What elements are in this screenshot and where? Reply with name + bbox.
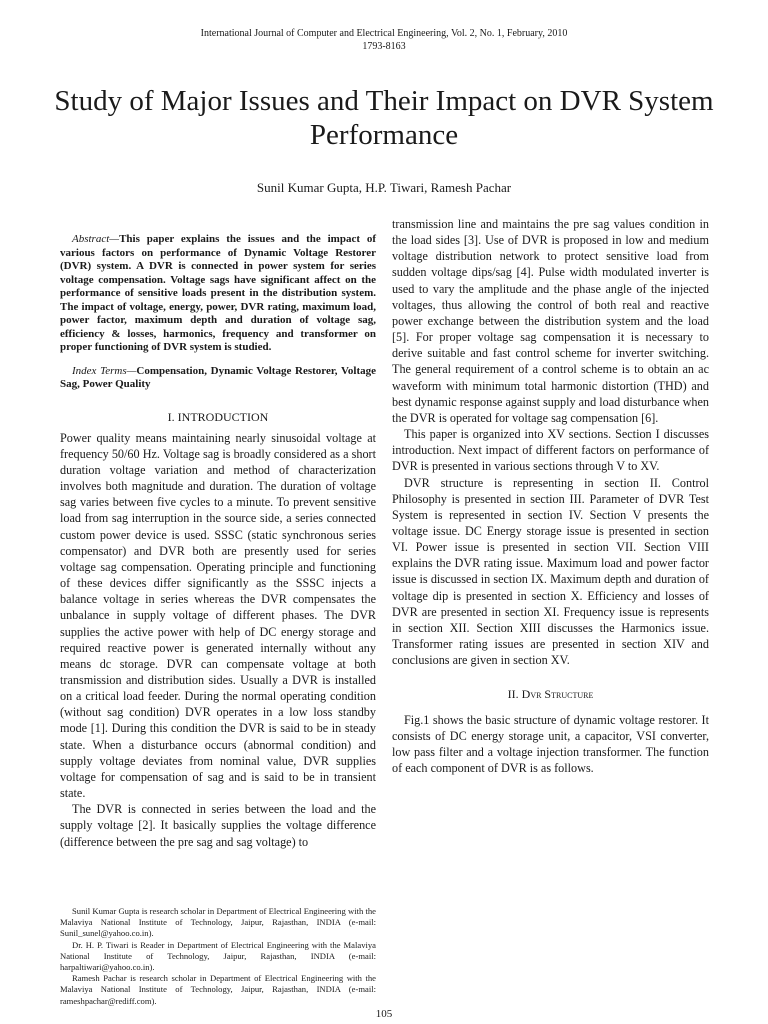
left-column — [60, 233, 376, 850]
right-column — [392, 216, 709, 776]
intro-paragraph-4: DVR structure is representing in section II. Control Philosophy is presented in section III. Parameter of DVR Test System is represented in section IV. Section V presents the voltage issue. DC Energy storage issue is presented in section VI. Power issue is presented in section VII. Section VIII explains the DVR rating issue. Maximum load and power factor issue is discussed in section IX. Maximum depth and duration of voltage dip is presented in section X. Efficiency and losses of DVR are presented in section XI. Frequency issue is represents in section XII. Section XIII discusses the Harmonics issue. Transformer rating issues are presented in section XIV and conclusions are given in section XV. — [392, 475, 709, 668]
index-terms-label: Index Terms— — [72, 364, 137, 377]
index-terms-text: Compensation, Dynamic Voltage Restorer, Voltage Sag, Power Quality — [60, 364, 376, 390]
journal-issn: 1793-8163 — [362, 41, 406, 52]
intro-paragraph-1: Power quality means maintaining nearly sinusoidal voltage at frequency 50/60 Hz. Voltage sag is broadly considered as a short duration voltage variation and method of characterization involves both magnitude and duration. The duration of voltage sag varies between five cycles to a minute. To prevent sensitive load from sag interruption in the source side, a series connected custom power device is used. SSSC (static synchronous series compensator) and DVR both are presently used for series voltage sag compensation. Operating principle and functioning of these devices differ significantly as the SSSC injects a balance voltage in series whereas the DVR compensates the unbalance in supply voltage of different phases. The DVR supplies the active power with help of DC energy storage and required reactive power is generated internally without any means dc storage. DVR can compensate voltage at both transmission and distribution sides. Usually a DVR is installed on a critical load feeder. During the normal operating condition (without sag condition) DVR operates in a low loss standby mode [1]. During this condition the DVR is said to be in steady state. When a disturbance occurs (abnormal condition) and supply voltage deviates from nominal value, DVR supplies voltage for compensation of sag and is said to be in transient state. — [60, 430, 376, 801]
paper-title: Study of Major Issues and Their Impact on DVR System Performance — [54, 85, 714, 151]
section-heading-introduction: I. INTRODUCTION — [167, 409, 269, 424]
section-number: II. — [507, 687, 522, 702]
footnote-author-2: Dr. H. P. Tiwari is Reader in Department of Electrical Engineering with the Malaviya National Institute of Technology, Jaipur, Rajasthan, INDIA (e-mail: harpaltiwari@yahoo.co.in). — [60, 939, 376, 973]
author-footnotes — [60, 906, 376, 1007]
intro-paragraph-2-continued: transmission line and maintains the pre sag values condition in the load sides [3]. Use of DVR is proposed in low and medium voltage distribution network to protect sensitive load from sudden voltage dips/sag [4]. Pulse width modulated inverter is used to vary the amplitude and the phase angle of the injected voltages, thus allowing the control of both real and reactive power exchange between the distribution system and the load [5]. For proper voltage sag compensation it is necessary to derive suitable and fast control scheme for inverter switching. The general requirement of a control scheme is to obtain an ac waveform with minimum total harmonic distortion (THD) and best dynamic response against supply and load disturbance when the DVR is operated for voltage sag compensation [6]. — [392, 217, 709, 425]
abstract-label: Abstract— — [72, 233, 120, 245]
section-heading-dvr-structure — [392, 686, 709, 702]
journal-header — [0, 27, 768, 53]
journal-citation: International Journal of Computer and Electrical Engineering, Vol. 2, No. 1, February, 2010 — [200, 28, 568, 39]
index-terms — [60, 365, 376, 392]
dvr-structure-paragraph: Fig.1 shows the basic structure of dynamic voltage restorer. It consists of DC energy storage unit, a capacitor, VSI converter, low pass filter and a voltage injection transformer. The function of each component of DVR is as follows. — [392, 712, 709, 775]
intro-paragraph-2: The DVR is connected in series between the load and the supply voltage [2]. It basically supplies the voltage difference (difference between the pre sag and sag voltage) to — [60, 802, 376, 849]
abstract-text: This paper explains the issues and the impact of various factors on performance of Dynamic Voltage Restorer (DVR) system. A DVR is connected in power system for series voltage compensation. Voltage sags have significant affect on the performance of sensitive loads present in the distribution system. The impact of voltage, energy, power, DVR rating, maximum load, power factor, maximum depth and duration of voltage sag, efficiency & losses, harmonics, frequency and transformer on proper functioning of DVR system is studied. — [60, 233, 376, 353]
section-title: Dvr Structure — [521, 687, 594, 702]
footnote-author-1: Sunil Kumar Gupta is research scholar in Department of Electrical Engineering with the Malaviya National Institute of Technology, Jaipur, Rajasthan, INDIA (e-mail: Sunil_sunel@yahoo.co.in). — [60, 906, 376, 939]
intro-paragraph-3: This paper is organized into XV sections. Section I discusses introduction. Next impact of different factors on performance of DVR is presented in various sections through V to XV. — [392, 427, 709, 474]
author-list: Sunil Kumar Gupta, H.P. Tiwari, Ramesh Pachar — [256, 180, 512, 195]
page-number: 105 — [375, 1008, 393, 1020]
abstract — [60, 233, 376, 355]
footnote-author-3: Ramesh Pachar is research scholar in Department of Electrical Engineering with the Malaviya National Institute of Technology, Jaipur, Rajasthan, INDIA (e-mail: rameshpachar@rediff.com). — [60, 973, 376, 1006]
